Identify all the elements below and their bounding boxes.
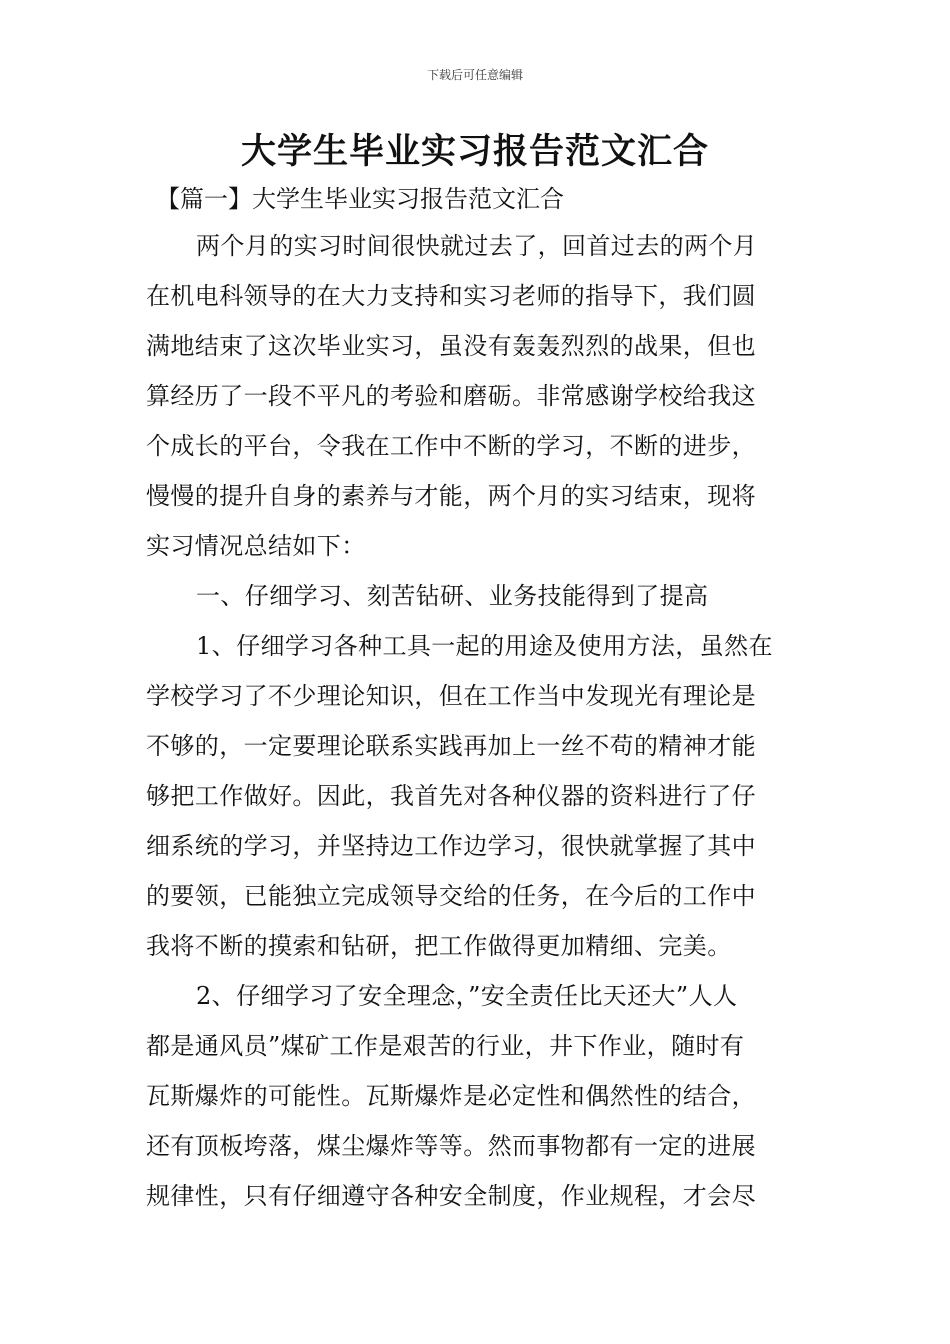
body-line: 慢慢的提升自身的素养与才能，两个月的实习结束，现将: [146, 482, 756, 510]
body-line: 都是通风员”煤矿工作是艰苦的行业，井下作业，随时有: [146, 1032, 745, 1060]
body-line: 算经历了一段不平凡的考验和磨砺。非常感谢学校给我这: [146, 382, 756, 410]
section-heading: 【篇一】大学生毕业实习报告范文汇合: [156, 185, 564, 213]
body-line: 在机电科领导的在大力支持和实习老师的指导下，我们圆: [146, 282, 756, 310]
body-line: 学校学习了不少理论知识，但在工作当中发现光有理论是: [146, 682, 756, 710]
body-line: 个成长的平台，令我在工作中不断的学习，不断的进步，: [146, 432, 756, 460]
body-line: 规律性，只有仔细遵守各种安全制度，作业规程，才会尽: [146, 1182, 756, 1210]
body-line: 一、仔细学习、刻苦钻研、业务技能得到了提高: [196, 582, 709, 610]
body-line: 满地结束了这次毕业实习，虽没有轰轰烈烈的战果，但也: [146, 332, 756, 360]
header-note: 下载后可任意编辑: [426, 68, 523, 82]
body-line: 我将不断的摸索和钻研，把工作做得更加精细、完美。: [146, 932, 732, 960]
body-line: 的要领，已能独立完成领导交给的任务，在今后的工作中: [146, 882, 756, 910]
body-line: 够把工作做好。因此，我首先对各种仪器的资料进行了仔: [146, 782, 756, 810]
body-line: 实习情况总结如下：: [146, 532, 366, 560]
body-line: 2、仔细学习了安全理念，”安全责任比天还大”人人: [196, 982, 738, 1010]
body-line: 瓦斯爆炸的可能性。瓦斯爆炸是必定性和偶然性的结合，: [146, 1082, 756, 1110]
document-title: 大学生毕业实习报告范文汇合: [240, 132, 709, 172]
body-line: 两个月的实习时间很快就过去了，回首过去的两个月: [196, 232, 758, 260]
body-line: 不够的，一定要理论联系实践再加上一丝不苟的精神才能: [146, 732, 756, 760]
body-line: 1、仔细学习各种工具一起的用途及使用方法，虽然在: [196, 632, 773, 660]
body-line: 细系统的学习，并坚持边工作边学习，很快就掌握了其中: [146, 832, 756, 860]
body-line: 还有顶板垮落，煤尘爆炸等等。然而事物都有一定的进展: [146, 1132, 756, 1160]
